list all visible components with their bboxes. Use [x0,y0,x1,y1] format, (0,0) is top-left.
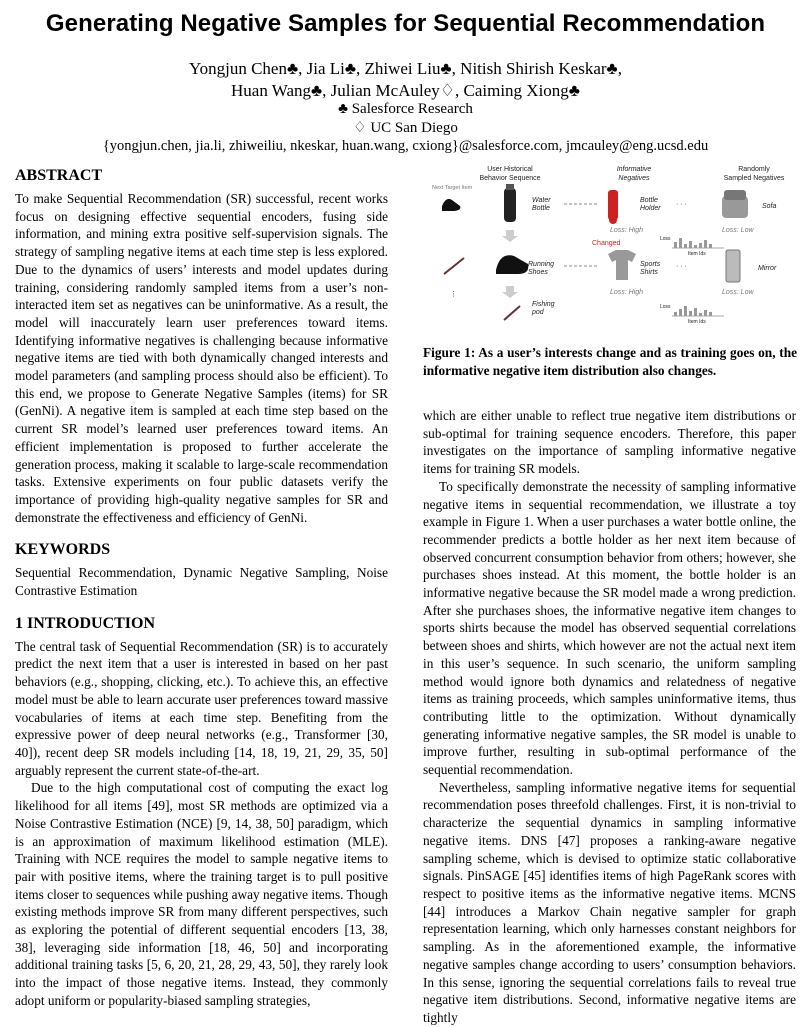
figure-1-caption: Figure 1: As a user’s interests change and as training goes on, the informative negative item distribution also changes. [423,345,797,378]
left-column [15,166,388,1010]
fig-vertical-dots: ⋮ [450,291,457,298]
arrow-down-icon [502,230,518,242]
fig-loss-low-2: Loss: Low [722,289,754,296]
fig-item-holder-2: Holder [640,205,661,212]
authors [0,58,811,102]
bottle-holder-icon [608,190,618,224]
fig-col2-header-2: Negatives [618,175,650,182]
fig-loss-low-1: Loss: Low [722,227,754,234]
arrow-down-icon-2 [502,286,518,298]
fig-item-shirts: Sports [640,261,661,268]
water-bottle-icon [504,184,516,222]
authors-line-1: Yongjun Chen♣, Jia Li♣, Zhiwei Liu♣, Nitish Shirish Keskar♣, [189,59,622,78]
keywords-text: Sequential Recommendation, Dynamic Negative Sampling, Noise Contrastive Estimation [15,565,388,599]
shirt-icon [608,250,636,280]
fig-col3-header-2: Sampled Negatives [723,175,785,182]
loss-histogram-2 [660,304,724,325]
affiliations [0,100,811,138]
fig-col1-header: User Historical [487,166,533,173]
intro-paragraph-2: Due to the high computational cost of computing the exact log likelihood for all items [49], most SR methods are optimized via a Noise Contrastive Estimation (NCE) [9, 14, 38, 50] paradigm, which is an approximation of maximum likelihood estimation (MLE). Training with NCE requires the model to sample negative items to pair with positive items, where the training target is to pull positive items closer to sequences while pushing away negative items. Though existing methods improve SR from many different perspectives, such as exploring the potential of different sequential encoders [13, 38, 38], leveraging side information [18, 46, 50] and incorporating additional training tasks [5, 6, 20, 21, 28, 29, 43, 50], they rarely look into the impact of those negative items. Instead, they commonly adopt uniform or popularity-biased sampling strategies, [15,780,388,1008]
introduction-heading: 1 INTRODUCTION [15,614,156,632]
running-shoes-icon [496,255,528,274]
fig-dots-2: · · · [676,263,687,270]
fig-item-water: Water [532,197,551,204]
fig-col1-header-2: Behavior Sequence [479,175,541,182]
fig-loss-high-1: Loss: High [610,227,644,234]
svg-text:Item Ids: Item Ids [688,251,706,257]
fig-next-target-label: Next Target Item [432,185,473,191]
affiliation-salesforce: ♣ Salesforce Research [338,101,473,117]
fishing-rod-icon [444,258,464,274]
shoe-icon [442,199,460,211]
fig-item-sofa: Sofa [762,203,777,210]
abstract-text: To make Sequential Recommendation (SR) successful, recent works focus on designing effective sequential encoders, fusing side information, and mining extra positive self-supervision signals. The strategy of sampling negative items at each time step is less explored. Due to the dynamics of users’ interests and model updates during training, considering randomly sampled items from a user’s non-interacted item set as negatives can be uninformative. As a result, the model will inaccurately learn user preferences toward items. Identifying informative negatives is challenging because informative negative items are tied with both dynamically changed interests and model parameters (and sampling process should also be efficient). To this end, we propose to Generate Negative Samples (items) for SR (GenNi). A negative item is sampled at each time step based on the current SR model’s learned user preferences toward items. An efficient implementation is proposed to further accelerate the generation process, making it scalable to large-scale recommendation tasks. Extensive experiments on four public datasets verify the importance of providing high-quality negative samples for SR and demonstrate the effectiveness and efficiency of GenNi. [15,191,388,525]
right-paragraph-1: which are either unable to reflect true negative item distributions or sub-optimal for training sequence encoders. Therefore, this paper investigates on the importance of sampling informative negative items for training SR models. [423,408,796,477]
author-emails: {yongjun.chen, jia.li, zhiweiliu, nkeskar, huan.wang, cxiong}@salesforce.com, jmcauley@eng.ucsd.edu [102,138,709,154]
fig-item-running-2: Shoes [528,269,548,276]
affiliation-ucsd: ♢ UC San Diego [353,120,458,136]
fishing-pod-icon [504,306,520,320]
svg-text:Loss: Loss [660,236,671,242]
fig-dots-1: · · · [676,201,687,208]
fig-item-water-2: Bottle [532,205,550,212]
keywords-heading: KEYWORDS [15,541,111,559]
right-paragraph-3: Nevertheless, sampling informative negative items for sequential recommendation poses threefold challenges. First, it is non-trivial to characterize the sequential dynamics in sampling informative negative items. DNS [47] proposes a ranking-aware negative sampling scheme, which is devised to optimize static collaborative signals. PinSAGE [45] identifies items of high PageRank scores with respect to positive items as the informative negative items. MCNS [44] introduces a Markov Chain negative sampler for graph representation learning, which only harnesses constant neighbors for sampling. As in the aforementioned example, the informative negative samples change according to users’ consumption behaviors. In this sense, ignoring the sequential correlations fails to reveal true negative item distributions. Second, informative negative items are tightly [423,779,796,1025]
fig-col2-header: Informative [616,166,652,173]
fig-item-running: Running [528,261,555,268]
fig-loss-high-2: Loss: High [610,289,644,296]
mirror-icon [726,250,740,282]
fig-item-shirts-2: Shirts [640,269,658,276]
figure-1-illustration [424,162,798,342]
intro-paragraph-1: The central task of Sequential Recommendation (SR) is to accurately predict the next item that a user is interested in based on her past behaviors (e.g., shopping, clicking, etc.). To achieve this, an effective model must be able to learn accurate user preferences toward massive vocabularies of items at each time step. Benefiting from the expressive power of deep neural networks (e.g., Transformer [30, 40]), recent deep SR models including [14, 18, 19, 21, 29, 35, 50] arguably represent the current state-of-the-art. [15,638,388,778]
fig-item-holder: Bottle [640,197,658,204]
fig-col3-header: Randomly [738,166,770,173]
right-paragraph-2: To specifically demonstrate the necessity of sampling informative negative items in sequential recommendation, we illustrate a toy example in Figure 1. When a user purchases a water bottle online, the recommender predicts a bottle holder as her next item because of observed concurrent consumption behavior from others; however, she purchases shoes instead. At this moment, the bottle holder is an informative negative because the SR model made a wrong prediction. After she purchases shoes, the informative negative item changes to sports shirts because the model has observed sequential correlations between shoes and shirts, which however are not the actual next item in this user’s sequence. In such scenario, the uniform sampling method would ignore both dynamics and relatedness of negative items as training proceeds, which samples uninformative items, thus contributing little to the optimization. Without dynamically generating informative negative samples, the SR model is unable to improve further, resulting in sub-optimal performance of the sequential recommendation. [423,478,796,778]
fig-changed-label: Changed [592,240,621,247]
loss-histogram-1 [660,236,724,257]
sofa-icon [722,190,748,218]
paper-title: Generating Negative Samples for Sequential Recommendation [45,10,766,37]
fig-item-mirror: Mirror [758,265,777,272]
right-column [423,407,796,1027]
authors-line-2: Huan Wang♣, Julian McAuley♢, Caiming Xiong♣ [231,81,580,100]
fig-item-fishing-2: pod [532,309,544,316]
abstract-heading: ABSTRACT [15,167,103,184]
svg-text:Item Ids: Item Ids [688,319,706,325]
svg-text:Loss: Loss [660,304,671,310]
fig-item-fishing: Fishing [532,301,555,308]
